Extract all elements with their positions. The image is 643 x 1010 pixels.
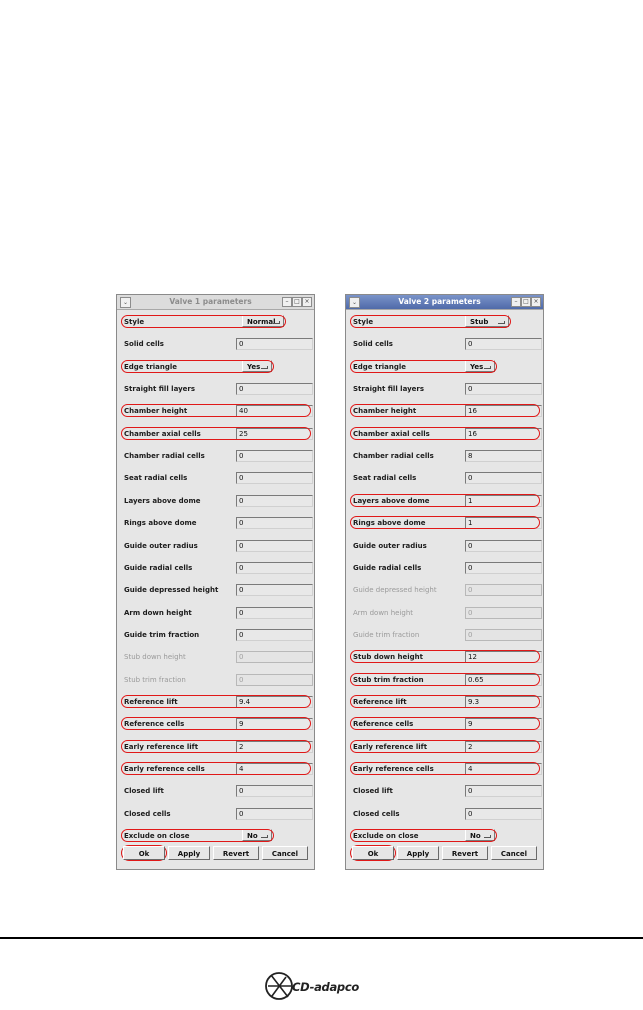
param-label: Closed lift [124, 787, 164, 796]
param-label: Layers above dome [124, 496, 201, 505]
cancel-button[interactable]: Cancel [262, 846, 308, 860]
param-row [117, 425, 314, 443]
param-row [117, 358, 314, 376]
maximize-icon[interactable]: □ [521, 297, 531, 307]
param-input[interactable]: 1 [465, 495, 542, 507]
logo-text: CD-adapco [292, 980, 359, 994]
param-label: Stub trim fraction [353, 675, 424, 684]
highlight-outline [350, 315, 511, 328]
highlight-outline [121, 762, 311, 775]
param-label: Layers above dome [353, 496, 430, 505]
param-input[interactable]: 9.3 [465, 696, 542, 708]
option-value: Yes [247, 362, 261, 371]
param-input[interactable]: 4 [465, 763, 542, 775]
param-label: Exclude on close [124, 832, 190, 841]
param-input[interactable]: 9 [465, 718, 542, 730]
param-input[interactable]: 0 [236, 607, 313, 619]
param-row [346, 581, 543, 599]
highlight-outline [350, 829, 497, 842]
param-input[interactable]: 0 [236, 808, 313, 820]
param-label: Style [124, 318, 145, 326]
param-label: Guide outer radius [124, 541, 198, 550]
highlight-outline [121, 360, 274, 373]
param-input[interactable]: 0 [236, 629, 313, 641]
param-row [346, 671, 543, 689]
button-row [117, 846, 314, 862]
minimize-icon[interactable]: – [511, 297, 521, 307]
highlight-outline [350, 650, 540, 663]
param-row [117, 514, 314, 532]
param-row [346, 537, 543, 555]
option-value: Stub [470, 318, 489, 326]
highlight-outline [350, 762, 540, 775]
param-label: Reference lift [124, 697, 178, 706]
param-label: Solid cells [124, 340, 164, 349]
param-input[interactable]: 0 [236, 540, 313, 552]
param-row [117, 402, 314, 420]
param-input[interactable]: 0 [465, 383, 542, 395]
param-input[interactable]: 0 [236, 785, 313, 797]
highlight-outline [121, 740, 311, 753]
param-row [117, 447, 314, 465]
param-input[interactable]: 0 [465, 808, 542, 820]
param-row [346, 335, 543, 353]
titlebar [117, 295, 314, 310]
param-input[interactable]: 0 [236, 450, 313, 462]
param-input[interactable]: 8 [465, 450, 542, 462]
param-row [117, 492, 314, 510]
window-menu-icon[interactable]: ⌄ [349, 297, 360, 308]
param-label: Chamber axial cells [124, 429, 201, 438]
option-value: No [470, 832, 481, 841]
param-input[interactable]: 4 [236, 763, 313, 775]
param-label: Exclude on close [353, 832, 419, 841]
param-label: Guide radial cells [124, 563, 193, 572]
param-row [346, 447, 543, 465]
param-row [117, 805, 314, 823]
param-row [117, 782, 314, 800]
param-input[interactable]: 25 [236, 428, 313, 440]
param-row [346, 358, 543, 376]
param-input[interactable]: 12 [465, 651, 542, 663]
param-row [117, 760, 314, 778]
highlight-outline [121, 427, 311, 440]
param-row [117, 469, 314, 487]
param-label: Closed cells [353, 809, 400, 818]
param-input[interactable]: 0 [465, 540, 542, 552]
param-label: Reference cells [353, 720, 414, 729]
param-input[interactable]: 0 [236, 562, 313, 574]
param-input[interactable]: 0 [236, 495, 313, 507]
param-label: Reference cells [124, 720, 185, 729]
param-label: Early reference cells [353, 765, 434, 773]
highlight-outline [350, 695, 540, 708]
param-input: 0 [465, 584, 542, 596]
param-row [346, 693, 543, 711]
highlight-outline [350, 494, 540, 507]
param-input[interactable]: 0 [465, 338, 542, 350]
cancel-button[interactable]: Cancel [491, 846, 537, 860]
param-label: Chamber axial cells [353, 429, 430, 438]
param-input: 0 [236, 651, 313, 663]
param-row [117, 738, 314, 756]
param-label: Stub trim fraction [124, 675, 186, 684]
param-input[interactable]: 2 [465, 741, 542, 753]
param-row [117, 335, 314, 353]
param-label: Early reference lift [353, 742, 428, 751]
param-label: Guide trim fraction [353, 630, 420, 639]
param-row [346, 402, 543, 420]
param-label: Seat radial cells [353, 474, 417, 483]
param-row [117, 671, 314, 689]
param-row [346, 425, 543, 443]
param-row [117, 313, 314, 331]
option-value: Normal [247, 318, 276, 326]
param-input[interactable]: 0 [236, 383, 313, 395]
highlight-outline [121, 829, 274, 842]
highlight-outline [121, 404, 311, 417]
param-input: 0 [465, 629, 542, 641]
param-input[interactable]: 0.65 [465, 674, 542, 686]
param-row [346, 469, 543, 487]
param-row [117, 715, 314, 733]
param-row [346, 559, 543, 577]
maximize-icon[interactable]: □ [292, 297, 302, 307]
param-row [346, 492, 543, 510]
param-label: Chamber height [353, 407, 417, 416]
footer-divider [0, 937, 643, 939]
param-label: Straight fill layers [124, 385, 196, 394]
highlight-outline [350, 740, 540, 753]
window-title: Valve 2 parameters [398, 297, 481, 306]
param-label: Guide depressed height [124, 586, 219, 595]
param-input[interactable]: 0 [236, 472, 313, 484]
param-label: Chamber radial cells [353, 452, 434, 461]
param-label: Edge triangle [124, 362, 178, 371]
revert-button[interactable]: Revert [442, 846, 488, 860]
param-row [117, 537, 314, 555]
param-label: Closed cells [124, 809, 171, 818]
param-label: Chamber radial cells [124, 452, 205, 461]
param-row [117, 693, 314, 711]
highlight-outline [121, 315, 286, 328]
param-label: Solid cells [353, 340, 393, 349]
param-row [346, 782, 543, 800]
param-row [117, 581, 314, 599]
ok-button[interactable]: Ok [123, 846, 165, 860]
highlight-outline [350, 404, 540, 417]
highlight-outline [350, 673, 540, 686]
highlight-outline [121, 717, 311, 730]
param-label: Rings above dome [124, 519, 197, 528]
titlebar [346, 295, 543, 310]
param-input[interactable]: 2 [236, 741, 313, 753]
valve-2-parameters-dialog [345, 294, 544, 870]
param-input[interactable]: 16 [465, 405, 542, 417]
param-label: Early reference cells [124, 765, 205, 773]
param-input[interactable]: 0 [465, 472, 542, 484]
param-input[interactable]: 16 [465, 428, 542, 440]
param-label: Stub down height [124, 653, 186, 662]
param-row [117, 559, 314, 577]
minimize-icon[interactable]: – [282, 297, 292, 307]
option-value: Yes [470, 362, 484, 371]
param-input[interactable]: 0 [236, 584, 313, 596]
valve-1-parameters-dialog [116, 294, 315, 870]
param-input[interactable]: 1 [465, 517, 542, 529]
param-label: Style [353, 318, 374, 326]
param-label: Chamber height [124, 407, 188, 416]
param-input[interactable]: 9 [236, 718, 313, 730]
param-input[interactable]: 40 [236, 405, 313, 417]
param-label: Rings above dome [353, 519, 426, 528]
param-input[interactable]: 0 [236, 338, 313, 350]
param-input: 0 [236, 674, 313, 686]
apply-button[interactable]: Apply [168, 846, 210, 860]
param-label: Guide radial cells [353, 563, 422, 572]
ok-button[interactable]: Ok [352, 846, 394, 860]
param-row [346, 648, 543, 666]
param-input[interactable]: 0 [465, 562, 542, 574]
highlight-outline [350, 427, 540, 440]
param-label: Guide outer radius [353, 541, 427, 550]
param-row [346, 760, 543, 778]
param-input[interactable]: 0 [465, 785, 542, 797]
apply-button[interactable]: Apply [397, 846, 439, 860]
param-label: Arm down height [124, 608, 192, 617]
param-row [346, 738, 543, 756]
param-label: Edge triangle [353, 362, 407, 371]
window-title: Valve 1 parameters [169, 297, 252, 306]
param-row [117, 604, 314, 622]
button-row [346, 846, 543, 862]
param-label: Early reference lift [124, 742, 199, 751]
option-value: No [247, 832, 258, 841]
param-row [346, 827, 543, 845]
param-row [346, 514, 543, 532]
param-row [346, 604, 543, 622]
param-row [117, 648, 314, 666]
window-menu-icon[interactable]: ⌄ [120, 297, 131, 308]
param-label: Guide trim fraction [124, 630, 200, 639]
param-row [346, 715, 543, 733]
param-row [346, 805, 543, 823]
close-icon[interactable]: × [302, 297, 312, 307]
highlight-outline [121, 695, 311, 708]
param-row [346, 380, 543, 398]
param-row [117, 827, 314, 845]
revert-button[interactable]: Revert [213, 846, 259, 860]
param-input: 0 [465, 607, 542, 619]
param-label: Straight fill layers [353, 385, 425, 394]
param-input[interactable]: 9.4 [236, 696, 313, 708]
param-label: Stub down height [353, 653, 423, 662]
param-label: Seat radial cells [124, 474, 188, 483]
close-icon[interactable]: × [531, 297, 541, 307]
highlight-outline [350, 717, 540, 730]
param-label: Guide depressed height [353, 586, 437, 595]
param-row [117, 626, 314, 644]
highlight-outline [350, 360, 497, 373]
cd-adapco-logo [264, 966, 380, 1006]
highlight-outline [350, 516, 540, 529]
param-row [346, 626, 543, 644]
param-input[interactable]: 0 [236, 517, 313, 529]
param-label: Closed lift [353, 787, 393, 796]
param-row [346, 313, 543, 331]
param-label: Reference lift [353, 697, 407, 706]
param-row [117, 380, 314, 398]
param-label: Arm down height [353, 608, 414, 617]
